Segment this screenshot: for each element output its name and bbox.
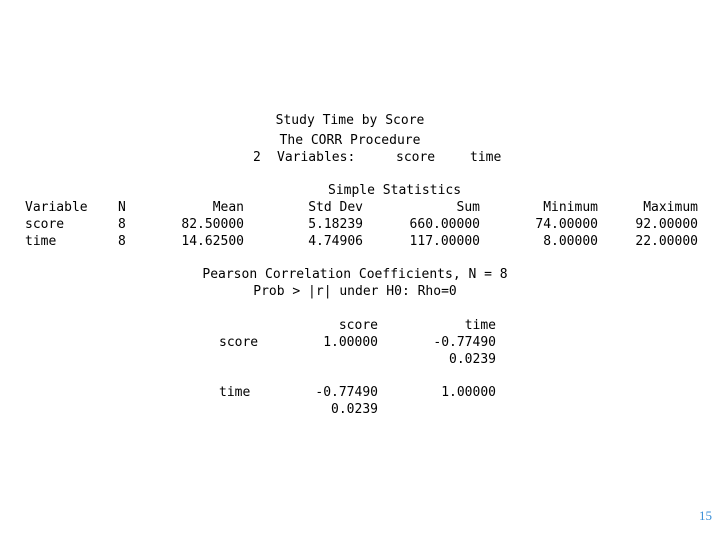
- column-header-n: N: [118, 200, 126, 215]
- variable-count: 2: [253, 150, 261, 165]
- row-n: 8: [118, 234, 126, 249]
- column-header-sum: Sum: [456, 200, 480, 215]
- variable-name-time: time: [470, 150, 502, 165]
- correlation-coefficient: 1.00000: [441, 385, 496, 400]
- correlation-col-header-time: time: [464, 318, 496, 333]
- column-header-std-dev: Std Dev: [308, 200, 363, 215]
- row-minimum: 8.00000: [543, 234, 598, 249]
- row-variable: time: [25, 234, 57, 249]
- procedure-title: The CORR Procedure: [279, 133, 421, 148]
- variable-name-score: score: [396, 150, 436, 165]
- column-header-minimum: Minimum: [543, 200, 598, 215]
- column-header-variable: Variable: [25, 200, 88, 215]
- correlation-col-header-score: score: [338, 318, 378, 333]
- row-std-dev: 5.18239: [308, 217, 363, 232]
- row-sum: 660.00000: [409, 217, 480, 232]
- row-std-dev: 4.74906: [308, 234, 363, 249]
- variables-label: Variables:: [277, 150, 356, 165]
- row-maximum: 92.00000: [635, 217, 698, 232]
- correlation-subtitle: Prob > |r| under H0: Rho=0: [253, 284, 457, 299]
- column-header-maximum: Maximum: [643, 200, 698, 215]
- row-sum: 117.00000: [409, 234, 480, 249]
- page-number: 15: [699, 508, 712, 523]
- row-variable: score: [25, 217, 65, 232]
- correlation-title: Pearson Correlation Coefficients, N = 8: [202, 267, 508, 282]
- simple-statistics-title: Simple Statistics: [328, 183, 462, 198]
- report-title: Study Time by Score: [275, 113, 425, 128]
- correlation-coefficient: -0.77490: [433, 335, 496, 350]
- correlation-p-value: 0.0239: [331, 402, 378, 417]
- row-minimum: 74.00000: [535, 217, 598, 232]
- correlation-coefficient: -0.77490: [315, 385, 378, 400]
- row-maximum: 22.00000: [635, 234, 698, 249]
- column-header-mean: Mean: [212, 200, 244, 215]
- correlation-p-value: 0.0239: [449, 352, 496, 367]
- correlation-row-label: time: [219, 385, 251, 400]
- row-mean: 14.62500: [181, 234, 244, 249]
- row-n: 8: [118, 217, 126, 232]
- correlation-row-label: score: [219, 335, 259, 350]
- row-mean: 82.50000: [181, 217, 244, 232]
- correlation-coefficient: 1.00000: [323, 335, 378, 350]
